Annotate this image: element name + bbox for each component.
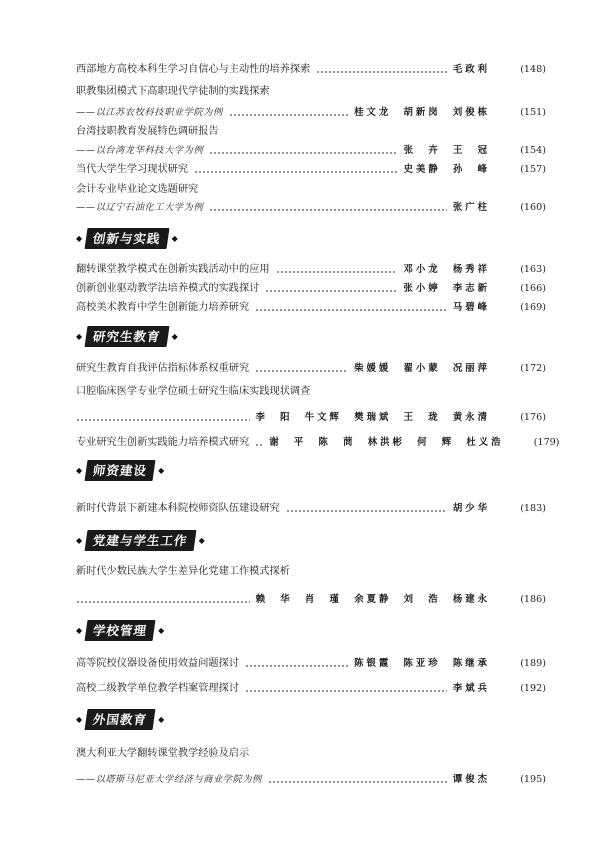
- diamond-icon: ◆: [171, 233, 178, 243]
- toc-entry[interactable]: [76, 681, 546, 697]
- toc-entry[interactable]: [76, 656, 546, 672]
- entry-title: 西部地方高校本科生学习自信心与主动性的培养探索: [76, 64, 311, 75]
- entry-authors: 谢 平 陈 茼 林洪彬 何 辉 杜义浩: [269, 437, 504, 448]
- entry-title[interactable]: 会计专业毕业论文选题研究: [76, 184, 199, 195]
- entry-page: (148): [520, 64, 546, 75]
- entry-title[interactable]: 口腔临床医学专业学位硕士研究生临床实践现状调查: [76, 386, 311, 397]
- toc-entry[interactable]: [76, 361, 546, 377]
- toc-entry[interactable]: [76, 772, 546, 788]
- entry-page: (169): [520, 302, 546, 313]
- entry-subtitle: ——以辽宁石油化工大学为例: [76, 202, 204, 213]
- entry-page: (160): [520, 202, 546, 213]
- entry-authors: 张 卉 王 冠: [403, 145, 490, 156]
- dot-leader: [255, 309, 447, 311]
- entry-title: 创新创业驱动教学法培养模式的实践探讨: [76, 283, 260, 294]
- entry-authors: 李斌兵: [452, 683, 490, 694]
- section-header-party-student-work: [76, 530, 205, 550]
- entry-page: (183): [520, 503, 546, 514]
- section-header-graduate-education: [76, 326, 178, 346]
- toc-entry[interactable]: [76, 62, 546, 78]
- entry-title: 研究生教育自我评估指标体系权重研究: [76, 363, 250, 374]
- diamond-icon: ◆: [76, 233, 83, 243]
- entry-authors: 史美静 孙 峰: [403, 164, 490, 175]
- entry-title[interactable]: 职教集团模式下高职现代学徒制的实践探索: [76, 86, 270, 97]
- entry-authors: 赖 华 肖 瑾 余夏静 刘 浩 杨建永: [255, 594, 490, 605]
- section-label: 研究生教育: [85, 326, 169, 347]
- dot-leader: [209, 152, 397, 154]
- diamond-icon: ◆: [76, 331, 83, 341]
- toc-entry[interactable]: [76, 300, 546, 316]
- diamond-icon: ◆: [198, 535, 205, 545]
- entry-authors: 李 阳 牛文辉 樊瑞斌 王 珑 黄永清: [255, 412, 490, 423]
- entry-title: 当代大学生学习现状研究: [76, 164, 189, 175]
- entry-page: (192): [520, 683, 546, 694]
- entry-title: 翻转课堂教学模式在创新实践活动中的应用: [76, 264, 270, 275]
- dot-leader: [286, 510, 447, 512]
- diamond-icon: ◆: [158, 465, 165, 475]
- section-label: 师资建设: [85, 460, 156, 481]
- section-label: 创新与实践: [85, 228, 169, 249]
- entry-title: 高校美术教育中学生创新能力培养研究: [76, 302, 250, 313]
- dot-leader: [255, 444, 263, 446]
- entry-subtitle: ——以江苏农牧科技职业学院为例: [76, 107, 223, 118]
- entry-page: (186): [520, 594, 546, 605]
- diamond-icon: ◆: [76, 625, 83, 635]
- toc-entry[interactable]: [76, 162, 546, 178]
- entry-page: (151): [520, 107, 546, 118]
- entry-title: 专业研究生创新实践能力培养模式研究: [76, 437, 250, 448]
- entry-title: 高校二级教学单位教学档案管理探讨: [76, 683, 239, 694]
- toc-entry[interactable]: [76, 281, 546, 297]
- entry-title[interactable]: 澳大利亚大学翻转课堂教学经验及启示: [76, 748, 250, 759]
- diamond-icon: ◆: [76, 465, 83, 475]
- toc-entry[interactable]: [76, 410, 546, 426]
- dot-leader: [76, 419, 250, 421]
- dot-leader: [255, 370, 348, 372]
- entry-authors: 胡少华: [452, 503, 490, 514]
- toc-entry[interactable]: [76, 262, 546, 278]
- entry-title[interactable]: 新时代少数民族大学生差异化党建工作模式探析: [76, 566, 290, 577]
- dot-leader: [268, 781, 447, 783]
- entry-authors: 谭俊杰: [452, 774, 490, 785]
- dot-leader: [245, 665, 348, 667]
- section-label: 党建与学生工作: [85, 530, 196, 551]
- diamond-icon: ◆: [76, 714, 83, 724]
- entry-title: 新时代背景下新建本科院校师资队伍建设研究: [76, 503, 280, 514]
- entry-subtitle: ——以塔斯马尼亚大学经济与商业学院为例: [76, 774, 262, 785]
- dot-leader: [229, 114, 348, 116]
- diamond-icon: ◆: [158, 714, 165, 724]
- diamond-icon: ◆: [171, 331, 178, 341]
- toc-entry[interactable]: [76, 592, 546, 608]
- entry-authors: 毛政利: [452, 64, 490, 75]
- entry-page: (176): [520, 412, 546, 423]
- entry-title: 高等院校仪器设备使用效益问题探讨: [76, 658, 239, 669]
- entry-authors: 邓小龙 杨秀祥: [403, 264, 490, 275]
- toc-entry[interactable]: [76, 200, 546, 216]
- entry-subtitle: ——以台湾龙华科技大学为例: [76, 145, 204, 156]
- entry-page: (166): [520, 283, 546, 294]
- section-header-school-management: [76, 620, 164, 640]
- dot-leader: [209, 209, 447, 211]
- diamond-icon: ◆: [76, 535, 83, 545]
- toc-entry[interactable]: [76, 105, 546, 121]
- entry-authors: 张小婷 李志新: [403, 283, 490, 294]
- dot-leader: [76, 601, 250, 603]
- entry-authors: 张广柱: [452, 202, 490, 213]
- entry-authors: 陈银霞 陈亚珍 陈继承: [354, 658, 490, 669]
- dot-leader: [194, 171, 398, 173]
- entry-authors: 桂文龙 胡新岗 刘俊栋: [354, 107, 490, 118]
- entry-page: (154): [520, 145, 546, 156]
- toc-entry[interactable]: [76, 435, 560, 451]
- dot-leader: [245, 690, 447, 692]
- entry-page: (189): [520, 658, 546, 669]
- entry-page: (179): [533, 437, 560, 448]
- entry-title[interactable]: 台湾技职教育发展特色调研报告: [76, 126, 219, 137]
- entry-authors: 马碧峰: [452, 302, 490, 313]
- dot-leader: [265, 290, 397, 292]
- entry-authors: 柴媛媛 翟小蒙 况丽萍: [354, 363, 490, 374]
- toc-entry[interactable]: [76, 143, 546, 159]
- section-header-faculty: [76, 460, 164, 480]
- entry-page: (157): [520, 164, 546, 175]
- toc-entry[interactable]: [76, 501, 546, 517]
- section-label: 外国教育: [85, 709, 156, 730]
- entry-page: (195): [520, 774, 546, 785]
- section-header-foreign-education: [76, 709, 164, 729]
- entry-page: (163): [520, 264, 546, 275]
- diamond-icon: ◆: [158, 625, 165, 635]
- section-label: 学校管理: [85, 620, 156, 641]
- dot-leader: [276, 271, 398, 273]
- dot-leader: [316, 71, 447, 73]
- section-header-innovation: [76, 228, 178, 248]
- entry-page: (172): [520, 363, 546, 374]
